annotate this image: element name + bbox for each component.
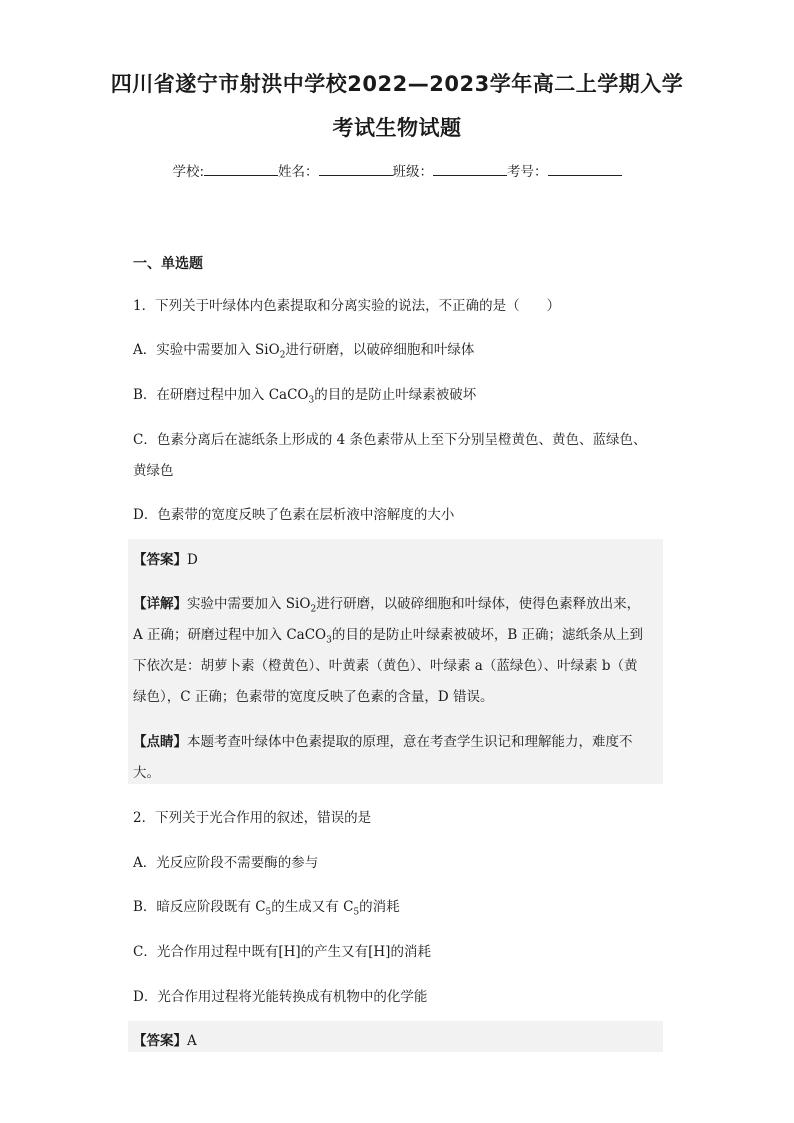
q1-option-d: D．色素带的宽度反映了色素在层析液中溶解度的大小 bbox=[133, 507, 455, 523]
class-label: 班级： bbox=[392, 164, 434, 180]
q1-option-b: B．在研磨过程中加入 CaCO$_3$的目的是防止叶绿素被破坏 bbox=[133, 387, 477, 406]
q1-detail-line2: A 正确；研磨过程中加入 CaCO$_3$的目的是防止叶绿素被破坏，B 正确；滤纸条从上到 bbox=[133, 627, 644, 646]
q1-option-a: A．实验中需要加入 SiO$_2$进行研磨，以破碎细胞和叶绿体 bbox=[133, 342, 475, 361]
q1-detail-line1: 【详解】实验中需要加入 SiO$_2$进行研磨，以破碎细胞和叶绿体，使得色素释放出来， bbox=[133, 596, 641, 615]
q1-detail-line4: 绿色），C 正确；色素带的宽度反映了色素的含量，D 错误。 bbox=[133, 689, 494, 705]
q2-option-c: C．光合作用过程中既有[H]的产生又有[H]的消耗 bbox=[133, 944, 431, 960]
number-label: 考号： bbox=[507, 164, 548, 180]
q1-comment-line2: 大。 bbox=[133, 765, 160, 781]
q1-detail-line3: 下依次是：胡萝卜素（橙黄色）、叶黄素（黄色）、叶绿素 a（蓝绿色）、叶绿素 b（黄 bbox=[133, 658, 638, 674]
q1-comment-line1: 【点睛】本题考查叶绿体中色素提取的原理，意在考查学生识记和理解能力，难度不 bbox=[133, 734, 633, 750]
section-title: 一、单选题 bbox=[133, 256, 203, 272]
class-blank bbox=[433, 162, 507, 176]
document-title-line2: 考试生物试题 bbox=[332, 116, 462, 140]
q1-option-c-line1: C．色素分离后在滤纸条上形成的 4 条色素带从上至下分别呈橙黄色、黄色、蓝绿色、 bbox=[133, 432, 647, 448]
school-blank bbox=[204, 162, 278, 176]
q2-answer: 【答案】A bbox=[133, 1033, 197, 1049]
name-blank bbox=[319, 162, 393, 176]
q1-option-c-line2: 黄绿色 bbox=[133, 463, 174, 479]
name-label: 姓名： bbox=[278, 164, 319, 180]
q2-option-d: D．光合作用过程将光能转换成有机物中的化学能 bbox=[133, 989, 428, 1005]
number-blank bbox=[548, 162, 622, 176]
q1-answer: 【答案】D bbox=[133, 552, 198, 568]
q2-option-a: A．光反应阶段不需要酶的参与 bbox=[133, 855, 319, 871]
q1-stem: 1．下列关于叶绿体内色素提取和分离实验的说法，不正确的是（ ） bbox=[133, 298, 561, 314]
school-label: 学校: bbox=[172, 164, 205, 180]
student-info-row bbox=[0, 160, 794, 180]
q2-option-b: B．暗反应阶段既有 $C_5$的生成又有 $C_5$的消耗 bbox=[133, 899, 400, 918]
q2-stem: 2．下列关于光合作用的叙述，错误的是 bbox=[133, 810, 372, 826]
document-title-line1: 四川省遂宁市射洪中学校2022—2023学年高二上学期入学 bbox=[110, 72, 684, 96]
